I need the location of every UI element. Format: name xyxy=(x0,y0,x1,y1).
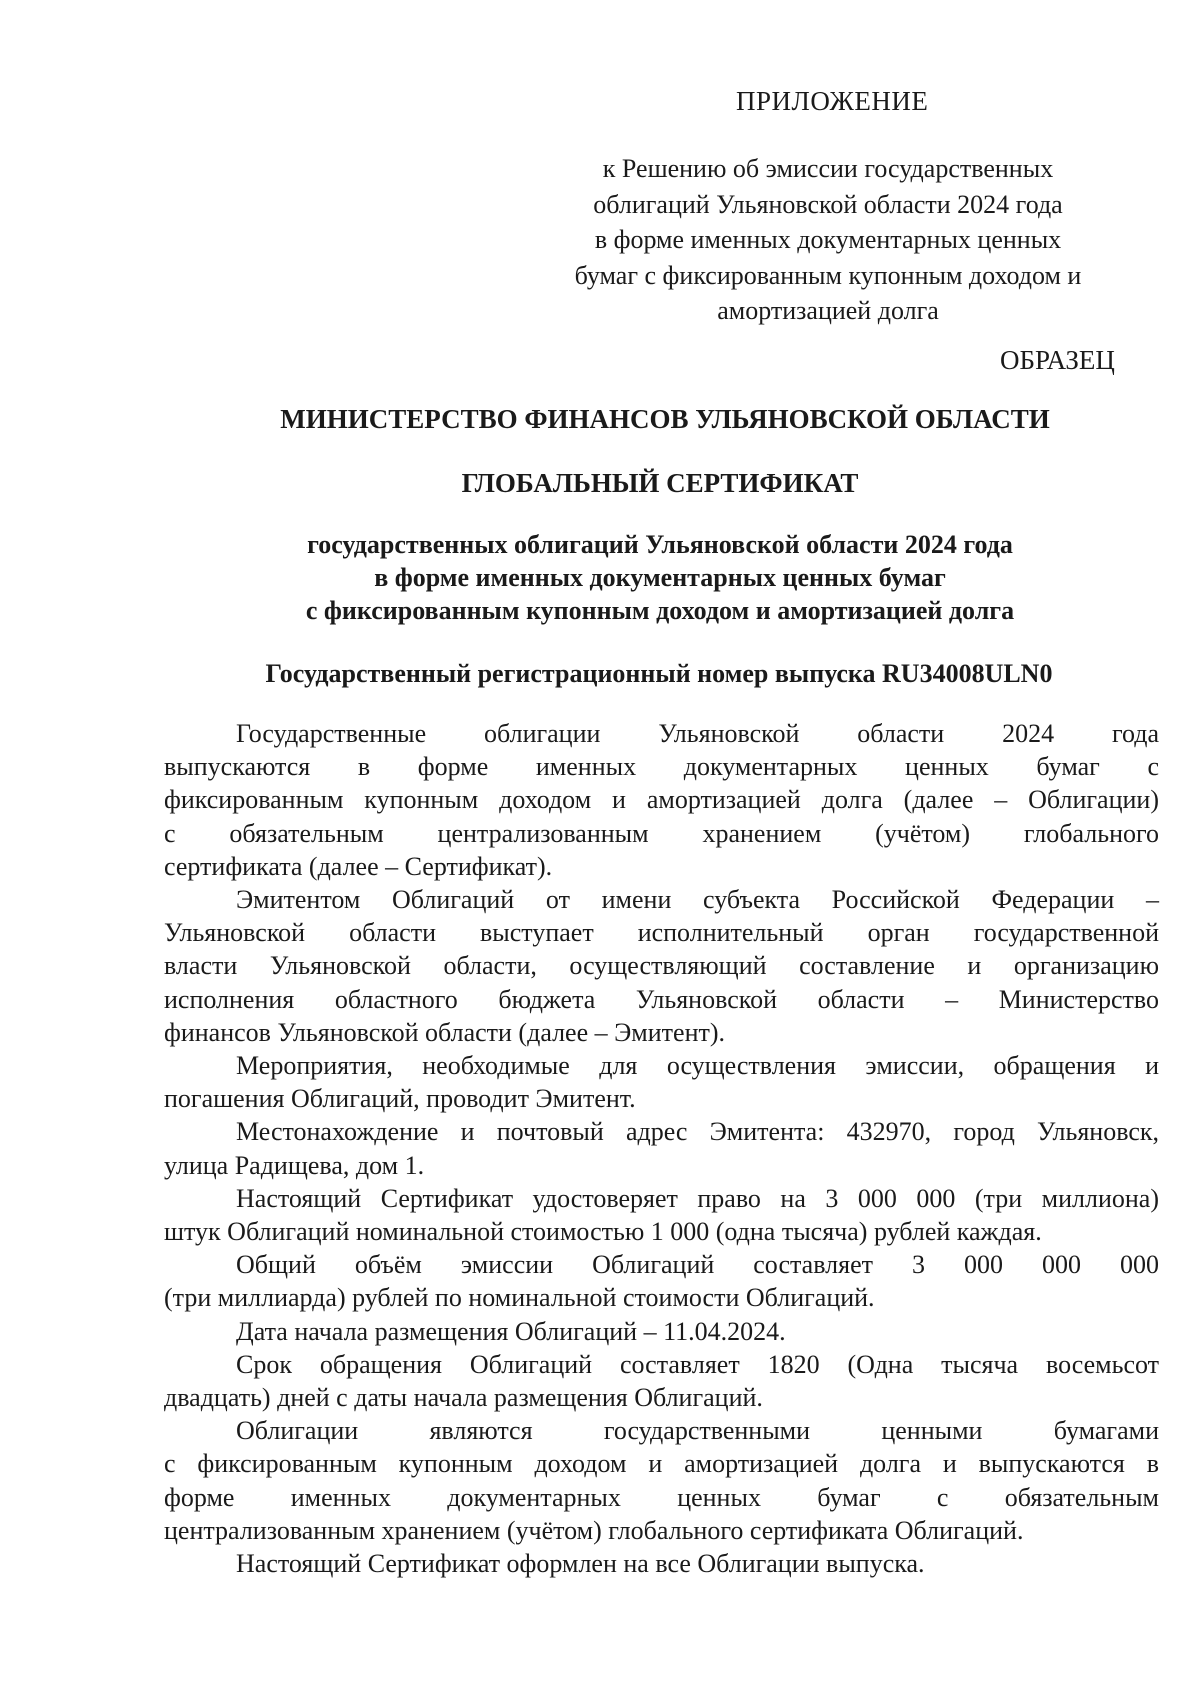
body-line: Местонахождение и почтовый адрес Эмитента: 432970, город Ульяновск, xyxy=(236,1117,1159,1147)
body-line: погашения Облигаций, проводит Эмитент. xyxy=(164,1084,636,1114)
body-line: Настоящий Сертификат удостоверяет право на 3 000 000 (три миллиона) xyxy=(236,1183,1159,1213)
body-line: улица Радищева, дом 1. xyxy=(164,1150,425,1180)
body-line: Срок обращения Облигаций составляет 1820 (Одна тысяча восемьсот xyxy=(236,1349,1159,1379)
body-line: штук Облигаций номинальной стоимостью 1 000 (одна тысяча) рублей каждая. xyxy=(164,1217,1042,1247)
sample-mark: ОБРАЗЕЦ xyxy=(1000,345,1115,375)
body-line: с фиксированным купонным доходом и амортизацией долга и выпускаются в xyxy=(164,1449,1159,1479)
body-line: Мероприятия, необходимые для осуществления эмиссии, обращения и xyxy=(236,1051,1159,1081)
appendix-reference xyxy=(545,151,1111,329)
appendix-ref-line: бумаг с фиксированным купонным доходом и xyxy=(574,260,1082,290)
subtitle-line: в форме именных документарных ценных бумаг xyxy=(374,563,946,592)
body-line: Эмитентом Облигаций от имени субъекта Российской Федерации – xyxy=(236,885,1159,915)
appendix-ref-line: облигаций Ульяновской области 2024 года xyxy=(593,189,1063,219)
subtitle-line: государственных облигаций Ульяновской области 2024 года xyxy=(307,530,1013,559)
body-line: выпускаются в форме именных документарных ценных бумаг с xyxy=(164,752,1159,782)
body-line: фиксированным купонным доходом и амортизацией долга (далее – Облигации) xyxy=(164,785,1159,815)
body-line: Настоящий Сертификат оформлен на все Облигации выпуска. xyxy=(236,1549,925,1579)
registration-number: Государственный регистрационный номер выпуска RU34008ULN0 xyxy=(265,659,1053,688)
body-line: двадцать) дней с даты начала размещения Облигаций. xyxy=(164,1383,763,1413)
ministry-heading: МИНИСТЕРСТВО ФИНАНСОВ УЛЬЯНОВСКОЙ ОБЛАСТИ xyxy=(280,404,1050,434)
body-line: Облигации являются государственными ценными бумагами xyxy=(236,1416,1159,1446)
body-line: с обязательным централизованным хранением (учётом) глобального xyxy=(164,818,1159,848)
body-line: финансов Ульяновской области (далее – Эмитент). xyxy=(164,1017,726,1047)
appendix-ref-line: амортизацией долга xyxy=(717,296,939,325)
body-line: (три миллиарда) рублей по номинальной стоимости Облигаций. xyxy=(164,1283,875,1313)
appendix-title: ПРИЛОЖЕНИЕ xyxy=(736,86,929,116)
certificate-subtitle xyxy=(0,528,1200,627)
appendix-ref-line: в форме именных документарных ценных xyxy=(594,225,1062,254)
body-line: сертификата (далее – Сертификат). xyxy=(164,851,553,881)
body-line: Государственные облигации Ульяновской области 2024 года xyxy=(236,719,1159,748)
body-line: власти Ульяновской области, осуществляющий составление и организацию xyxy=(164,951,1159,981)
body-line: форме именных документарных ценных бумаг с обязательным xyxy=(164,1482,1159,1512)
body-line: Дата начала размещения Облигаций – 11.04.2024. xyxy=(236,1316,786,1346)
subtitle-line: с фиксированным купонным доходом и амортизацией долга xyxy=(305,596,1015,625)
body-line: централизованным хранением (учётом) глобального сертификата Облигаций. xyxy=(164,1515,1024,1545)
body-line: Общий объём эмиссии Облигаций составляет 3 000 000 000 xyxy=(236,1250,1159,1280)
body-line: Ульяновской области выступает исполнительный орган государственной xyxy=(164,918,1159,948)
appendix-ref-line: к Решению об эмиссии государственных xyxy=(602,154,1054,183)
certificate-title: ГЛОБАЛЬНЫЙ СЕРТИФИКАТ xyxy=(461,468,859,498)
body-line: исполнения областного бюджета Ульяновской области – Министерство xyxy=(164,984,1159,1014)
certificate-body xyxy=(164,717,1159,1580)
